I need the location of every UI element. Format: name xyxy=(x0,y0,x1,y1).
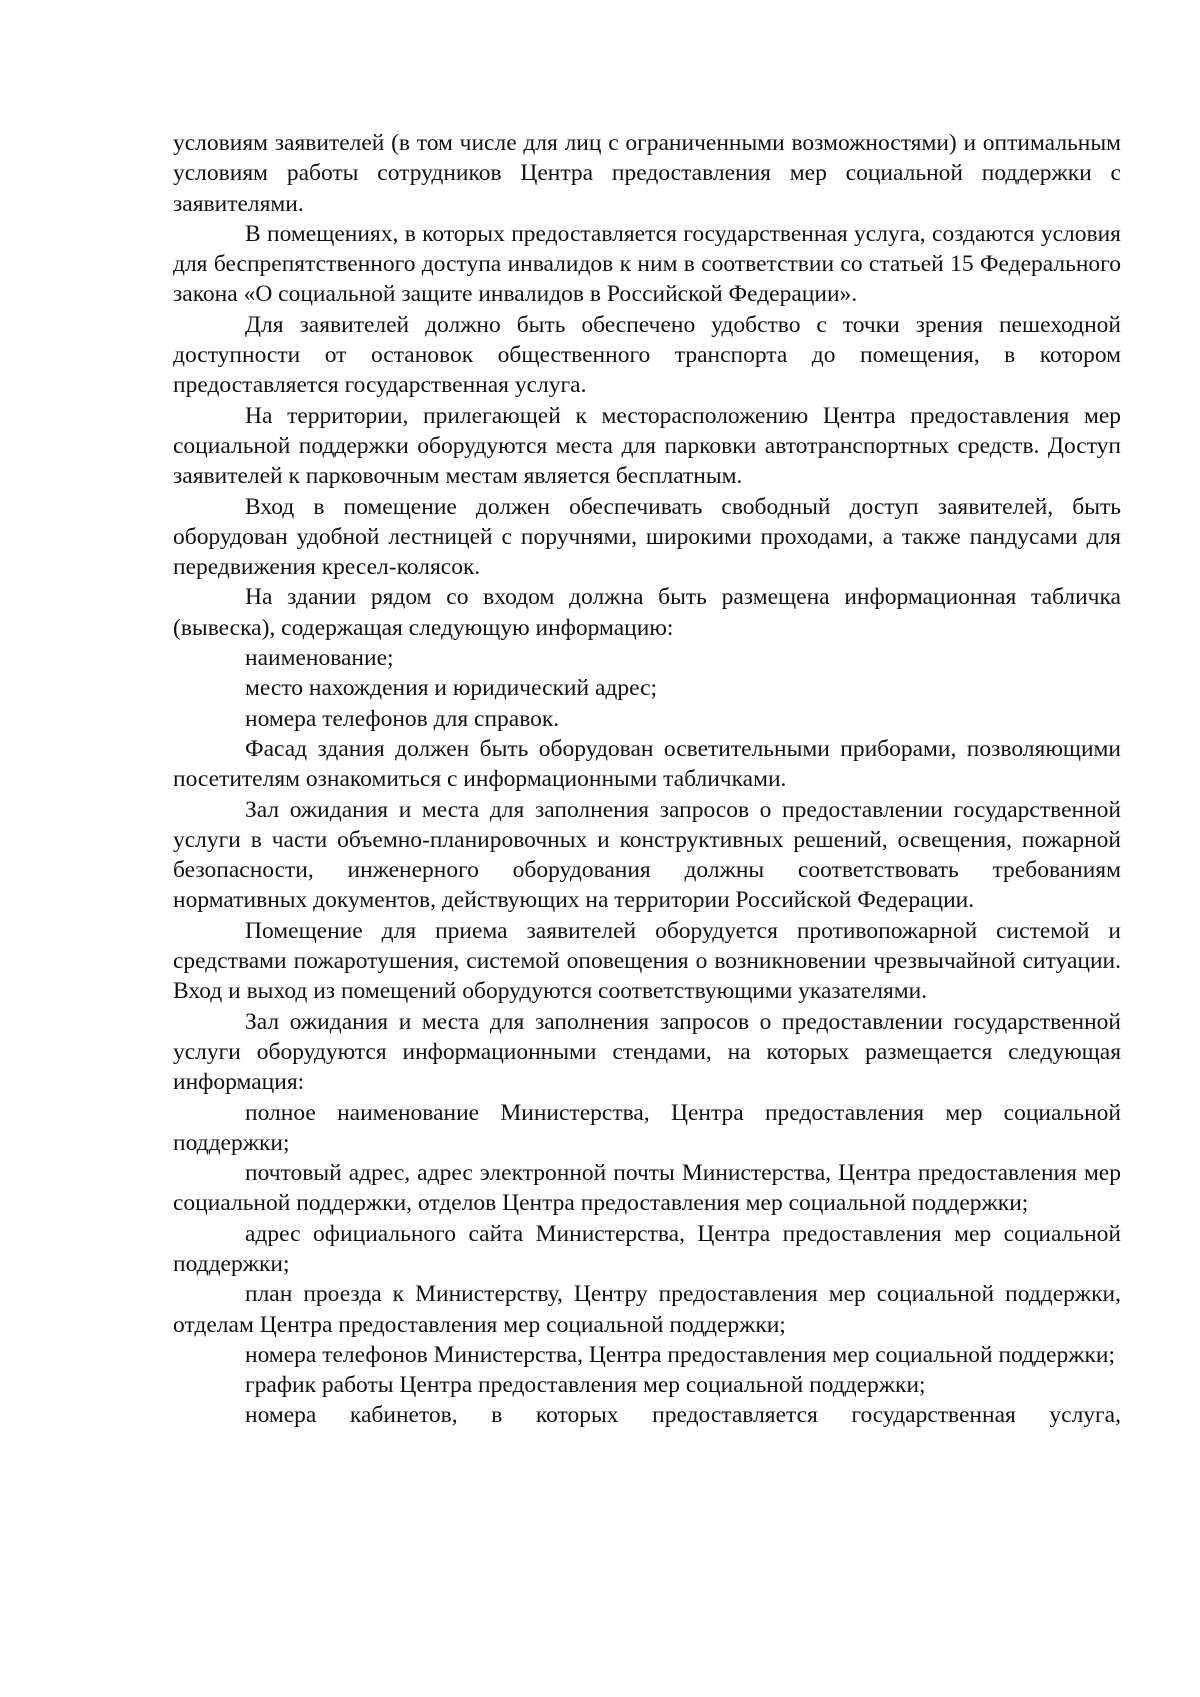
paragraph-fire-safety: Помещение для приема заявителей оборудуется противопожарной системой и средствами пожаротушения, системой оповещения о возникновении чрезвычайной ситуации. Вход и выход из помещений оборудуются соответствующими указателями. xyxy=(173,917,1121,1005)
list-item-schedule: график работы Центра предоставления мер социальной поддержки; xyxy=(245,1372,926,1399)
list-item-room-numbers: номера кабинетов, в которых предоставляется государственная услуга, xyxy=(245,1402,1121,1429)
list-item-address: место нахождения и юридический адрес; xyxy=(245,675,658,702)
paragraph-parking: На территории, прилегающей к месторасположению Центра предоставления мер социальной поддержки оборудуются места для парковки автотранспортных средств. Доступ заявителей к парковочным местам является бесплатным. xyxy=(173,402,1121,490)
paragraph-waiting-hall-requirements: Зал ожидания и места для заполнения запросов о предоставлении государственной услуги в части объемно-планировочных и конструктивных решений, освещения, пожарной безопасности, инженерного оборудования должны соответствовать требованиям нормативных документов, действующих на территории Российской Федерации. xyxy=(173,796,1121,914)
list-item-phone-numbers: номера телефонов Министерства, Центра предоставления мер социальной поддержки; xyxy=(245,1341,1115,1368)
paragraph-facade-lighting: Фасад здания должен быть оборудован осветительными приборами, позволяющими посетителям ознакомиться с информационными табличками. xyxy=(173,735,1121,793)
list-item-postal-email: почтовый адрес, адрес электронной почты Министерства, Центра предоставления мер социальной поддержки, отделов Центра предоставления мер социальной поддержки; xyxy=(173,1160,1121,1217)
paragraph-pedestrian-access: Для заявителей должно быть обеспечено удобство с точки зрения пешеходной доступности от остановок общественного транспорта до помещения, в котором предоставляется государственная услуга. xyxy=(173,311,1121,399)
paragraph-entrance: Вход в помещение должен обеспечивать свободный доступ заявителей, быть оборудован удобной лестницей с поручнями, широкими проходами, а также пандусами для передвижения кресел-колясок. xyxy=(173,493,1121,581)
paragraph-information-stands: Зал ожидания и места для заполнения запросов о предоставлении государственной услуги оборудуются информационными стендами, на которых размещается следующая информация: xyxy=(173,1008,1121,1096)
list-item-phones: номера телефонов для справок. xyxy=(245,705,560,732)
list-item-name: наименование; xyxy=(245,645,394,672)
list-item-full-name: полное наименование Министерства, Центра предоставления мер социальной поддержки; xyxy=(173,1099,1121,1156)
document-body xyxy=(173,128,1121,1431)
paragraph-signboard: На здании рядом со входом должна быть размещена информационная табличка (вывеска), содержащая следующую информацию: xyxy=(173,584,1121,641)
list-item-route-plan: план проезда к Министерству, Центру предоставления мер социальной поддержки, отделам Центра предоставления мер социальной поддержки; xyxy=(173,1281,1121,1338)
paragraph-accessibility: В помещениях, в которых предоставляется государственная услуга, создаются условия для беспрепятственного доступа инвалидов к ним в соответствии со статьей 15 Федерального закона «О социальной защите инвалидов в Российской Федерации». xyxy=(173,220,1121,308)
paragraph-conditions-continuation: условиям заявителей (в том числе для лиц с ограниченными возможностями) и оптимальным условиям работы сотрудников Центра предоставления мер социальной поддержки с заявителями. xyxy=(173,130,1121,217)
list-item-website: адрес официального сайта Министерства, Центра предоставления мер социальной поддержки; xyxy=(173,1220,1121,1277)
